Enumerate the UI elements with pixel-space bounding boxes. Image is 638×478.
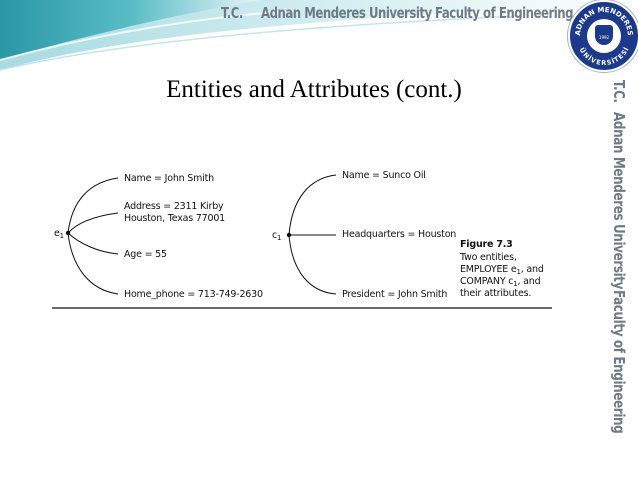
company-attr-name: Name = Sunco Oil	[342, 170, 426, 181]
line-president	[289, 235, 336, 294]
company-entity-dot	[287, 233, 291, 237]
employee-attribute-lines	[68, 178, 118, 294]
employee-entity-label: $e_1$	[54, 228, 64, 240]
header-faculty: Faculty of Engineering	[435, 4, 574, 22]
vertical-faculty: Faculty of Engineering	[610, 290, 628, 434]
employee-attr-address: Address = 2311 Kirby	[124, 201, 224, 212]
logo-bottom-text: ÜNİVERSİTESİ	[577, 46, 631, 68]
employee-attr-name: Name = John Smith	[124, 173, 214, 184]
company-entity-label: $c_1$	[272, 230, 282, 242]
company-attr-headquarters: Headquarters = Houston	[342, 229, 457, 240]
logo-top-text: ADNAN MENDERES	[573, 5, 635, 37]
employee-attr-age: Age = 55	[124, 249, 167, 260]
employee-attr-address-city: Houston, Texas 77001	[124, 213, 226, 224]
line-address	[68, 213, 118, 233]
line-company-name	[289, 175, 336, 235]
figure-caption-line-3: COMPANY $c_1$, and	[460, 276, 541, 288]
vertical-university: Adnan Menderes University	[610, 112, 628, 290]
line-name	[68, 178, 118, 233]
slide-title: Entities and Attributes (cont.)	[166, 76, 462, 103]
employee-attr-phone: Home_phone = 713-749-2630	[124, 289, 263, 300]
logo-year: 1992	[598, 35, 610, 40]
figure-caption-line-1: Two entities,	[460, 252, 517, 263]
figure-caption-line-2: EMPLOYEE $e_1$, and	[460, 264, 544, 276]
line-age	[68, 233, 118, 254]
figure-title: Figure 7.3	[460, 239, 513, 250]
figure-caption-line-4: their attributes.	[460, 288, 532, 299]
line-phone	[68, 233, 118, 294]
vertical-tc: T.C.	[610, 80, 628, 103]
header-tc: T.C.	[221, 4, 243, 22]
company-attribute-lines	[289, 175, 336, 294]
company-attr-president: President = John Smith	[342, 289, 448, 300]
header-university: Adnan Menderes University	[261, 4, 432, 22]
employee-entity-dot	[66, 231, 70, 235]
